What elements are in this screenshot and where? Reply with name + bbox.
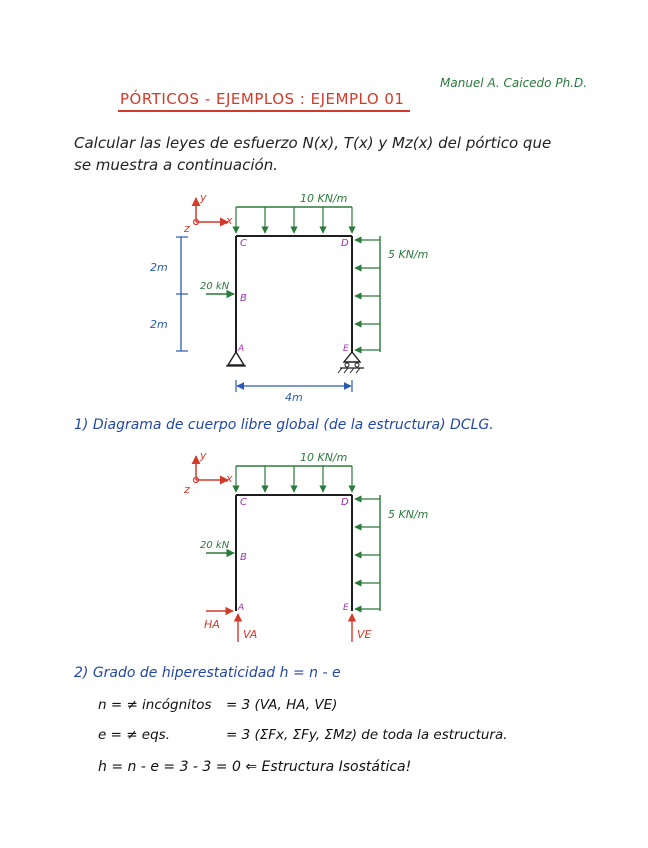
point-load-label-2: 20 kN <box>200 540 230 551</box>
dim-width-label: 4m <box>285 391 303 404</box>
point-load-2 <box>200 540 234 553</box>
dim-lower-label: 2m <box>150 318 168 331</box>
hyperstaticity-result: h = n - e = 3 - 3 = 0 ⇐ Estructura Isostática! <box>98 759 412 775</box>
intro-line-1: Calcular las leyes de esfuerzo N(x), T(x) y Mz(x) del pórtico que <box>74 134 552 152</box>
node-c-1: C <box>240 238 247 249</box>
intro-line-2: se muestra a continuación. <box>74 156 278 174</box>
step-1-heading: 1) Diagrama de cuerpo libre global (de la estructura) DCLG. <box>74 417 494 433</box>
dim-upper-label: 2m <box>150 261 168 274</box>
load-label-top-1: 10 KN/m <box>300 192 348 205</box>
node-c-2: C <box>240 497 247 508</box>
author-name: Manuel A. Caicedo Ph.D. <box>440 76 588 90</box>
svg-text:VA: VA <box>243 628 258 641</box>
axis-x-label-2: x <box>226 472 233 485</box>
page-title: PÓRTICOS - EJEMPLOS : EJEMPLO 01 <box>120 90 405 108</box>
load-label-top-2: 10 KN/m <box>300 451 348 464</box>
unknowns-value: = 3 (VA, HA, VE) <box>226 697 338 713</box>
node-e-2: E <box>343 603 349 613</box>
svg-text:VE: VE <box>357 628 372 641</box>
node-a-2: A <box>238 603 245 613</box>
node-a-1: A <box>238 344 245 354</box>
axis-z-label-1: z <box>184 222 190 235</box>
frame-figure-2 <box>236 495 352 611</box>
node-e-1: E <box>343 344 349 354</box>
svg-text:HA: HA <box>204 618 220 631</box>
axis-y-label-2: y <box>200 449 207 462</box>
unknowns-definition: n = ≠ incógnitos <box>98 697 212 713</box>
step-2-heading: 2) Grado de hiperestaticidad h = n - e <box>74 665 341 681</box>
distributed-load-right-2 <box>355 495 428 611</box>
load-label-right-2: 5 KN/m <box>388 508 429 521</box>
load-label-right-1: 5 KN/m <box>388 248 429 261</box>
reaction-va <box>238 614 257 642</box>
axis-x-label-1: x <box>226 214 233 227</box>
node-d-2: D <box>341 497 349 508</box>
equations-definition: e = ≠ eqs. <box>98 727 171 743</box>
distributed-load-top-2 <box>236 451 352 492</box>
axis-z-label-2: z <box>184 483 190 496</box>
point-load-label-1: 20 kN <box>200 281 230 292</box>
axes-figure-2 <box>183 449 233 496</box>
reaction-ve <box>352 614 372 642</box>
node-d-1: D <box>341 238 349 249</box>
axis-y-label-1: y <box>200 191 207 204</box>
node-b-1: B <box>240 293 247 304</box>
reaction-ha <box>204 611 233 631</box>
equations-value: = 3 (ΣFx, ΣFy, ΣMz) de toda la estructura. <box>226 727 508 743</box>
node-b-2: B <box>240 552 247 563</box>
